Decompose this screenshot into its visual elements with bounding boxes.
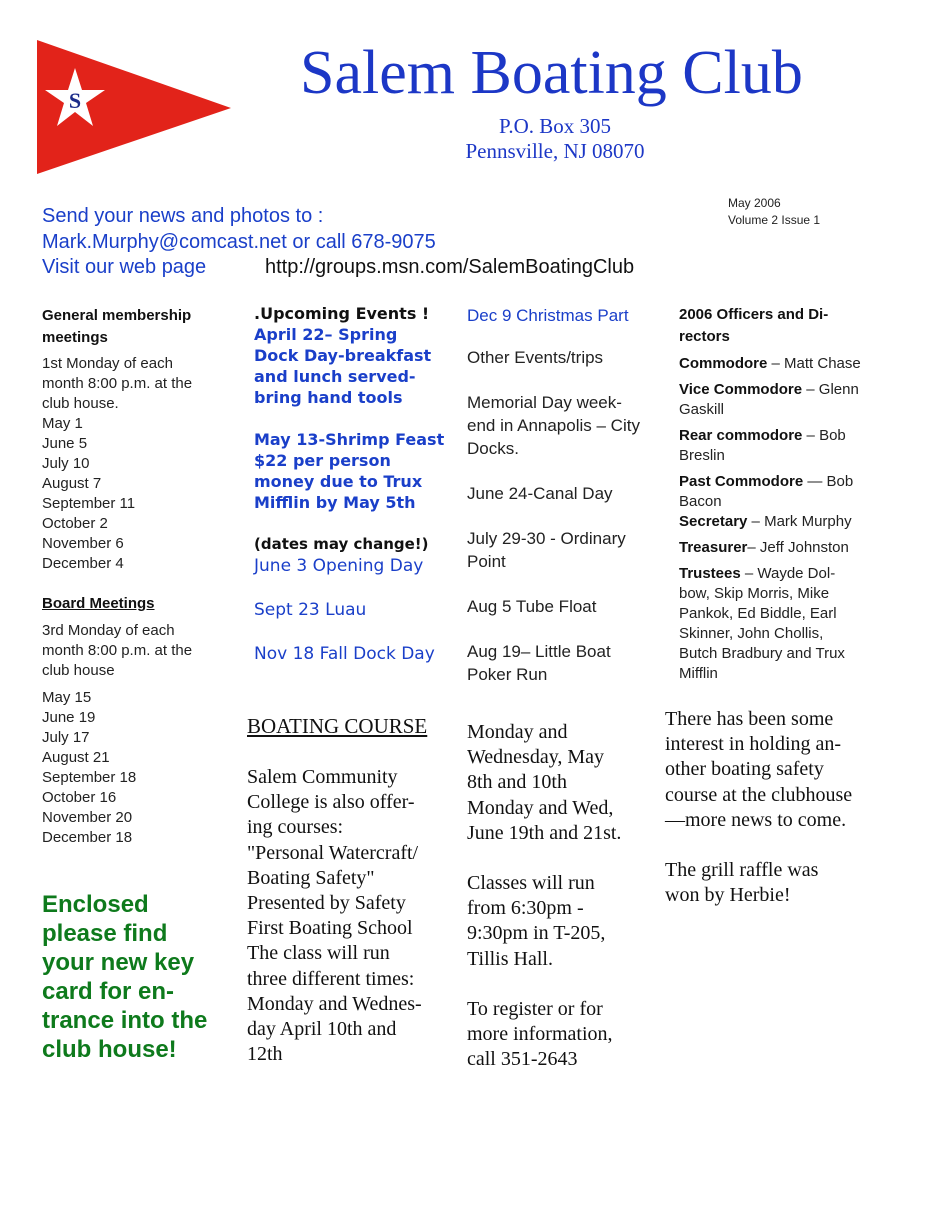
- course-line: Presented by Safety: [247, 892, 406, 915]
- officer-name: Skinner, John Chollis,: [679, 625, 824, 642]
- officer-role: Treasurer: [679, 539, 748, 556]
- board-text-line: 3rd Monday of each: [42, 622, 175, 639]
- news-line: other boating safety: [665, 758, 824, 781]
- officer-past-commodore: [679, 472, 879, 512]
- event-line: bring hand tools: [254, 388, 403, 407]
- event-line: $22 per person: [254, 451, 391, 470]
- course-line: ing courses:: [247, 816, 344, 839]
- officer-role: Commodore: [679, 355, 768, 372]
- course-line: call 351-2643: [467, 1048, 578, 1071]
- officer-name: Gaskill: [679, 401, 725, 418]
- board-date: June 19: [42, 709, 96, 726]
- officer-name: Breslin: [679, 447, 725, 464]
- officer-name: Mark Murphy: [764, 513, 852, 530]
- notice-line: card for en-: [42, 978, 175, 1005]
- board-date: July 17: [42, 729, 90, 746]
- event-spring-dock-day: [254, 324, 454, 408]
- course-line: day April 10th and: [247, 1018, 397, 1041]
- contact-line: Send your news and photos to :: [42, 205, 324, 227]
- officer-sep: —: [803, 473, 827, 490]
- event-fall-dock-day: Nov 18 Fall Dock Day: [254, 644, 435, 664]
- web-page-link[interactable]: http://groups.msn.com/SalemBoatingClub: [265, 256, 635, 278]
- event-line: Mifflin by May 5th: [254, 493, 416, 512]
- event-line: money due to Trux: [254, 472, 423, 491]
- contact-block: [42, 204, 635, 281]
- board-date: August 21: [42, 749, 110, 766]
- newsletter-title: Salem Boating Club: [300, 39, 803, 107]
- officer-sep: –: [740, 565, 758, 582]
- board-date: November 20: [42, 809, 133, 826]
- meeting-date: May 1: [42, 415, 83, 432]
- club-news: [665, 707, 885, 908]
- meeting-date: July 10: [42, 455, 90, 472]
- events-heading: .Upcoming Events !: [254, 304, 430, 323]
- officer-vice-commodore: [679, 380, 879, 420]
- course-line: To register or for: [467, 997, 603, 1020]
- meeting-date: June 5: [42, 435, 88, 452]
- issue-volume: Volume 2 Issue 1: [728, 213, 821, 227]
- board-meetings-list: [42, 688, 136, 848]
- officer-role: Trustees: [679, 565, 741, 582]
- news-line: interest in holding an-: [665, 733, 842, 756]
- officer-commodore: [679, 354, 879, 374]
- course-line: Tillis Hall.: [467, 947, 553, 970]
- course-line: Salem Community: [247, 766, 398, 788]
- board-meetings-heading: Board Meetings: [42, 595, 155, 612]
- officer-rear-commodore: [679, 426, 879, 466]
- logo-letter: S: [68, 88, 82, 113]
- upcoming-events: [254, 303, 454, 666]
- event-line: end in Annapolis – City: [467, 416, 640, 435]
- officer-name: Pankok, Ed Biddle, Earl: [679, 605, 837, 622]
- board-meetings-text: [42, 621, 192, 681]
- course-line: 9:30pm in T-205,: [467, 922, 606, 945]
- board-date: September 18: [42, 769, 137, 786]
- general-meetings-text: month 8:00 p.m. at the: [42, 375, 193, 392]
- general-meetings-text: 1st Monday of each: [42, 355, 173, 372]
- officer-sep: –: [747, 513, 765, 530]
- heading-line: rectors: [679, 328, 730, 345]
- boating-course-heading: BOATING COURSE: [247, 714, 428, 738]
- course-line: Monday and Wednes-: [247, 992, 422, 1015]
- event-tube-float: Aug 5 Tube Float: [467, 597, 597, 616]
- officer-secretary: [679, 512, 879, 532]
- event-memorial-day: [467, 391, 667, 460]
- officers-list: [679, 304, 879, 684]
- event-luau: Sept 23 Luau: [254, 600, 367, 620]
- officer-name: Bob: [819, 427, 846, 444]
- news-line: The grill raffle was: [665, 859, 819, 882]
- course-line: 12th: [247, 1043, 283, 1066]
- officer-role: Secretary: [679, 513, 748, 530]
- heading-line: 2006 Officers and Di-: [679, 306, 829, 323]
- course-line: from 6:30pm -: [467, 897, 584, 920]
- board-text-line: club house: [42, 662, 115, 679]
- course-line: "Personal Watercraft/: [247, 841, 419, 864]
- event-line: Docks.: [467, 439, 519, 458]
- officers-heading: [679, 304, 879, 348]
- more-events: [467, 304, 667, 686]
- officer-role: Rear commodore: [679, 427, 803, 444]
- event-line: Memorial Day week-: [467, 393, 622, 412]
- news-line: won by Herbie!: [665, 884, 791, 907]
- contact-web-label: Visit our web page: [42, 256, 207, 278]
- event-opening-day: June 3 Opening Day: [254, 556, 424, 576]
- address-line: Pennsville, NJ 08070: [465, 139, 645, 163]
- issue-info: [728, 195, 820, 229]
- course-line: Monday and: [467, 721, 568, 743]
- contact-email[interactable]: Mark.Murphy@comcast.net or call 678-9075: [42, 230, 436, 253]
- event-line: May 13-Shrimp Feast: [254, 430, 445, 449]
- club-address: [455, 114, 655, 164]
- dates-note: (dates may change!): [254, 535, 429, 553]
- officer-name: Butch Bradbury and Trux: [679, 645, 845, 662]
- officer-name: Mifflin: [679, 665, 718, 682]
- news-line: —more news to come.: [665, 808, 847, 831]
- event-line: Dock Day-breakfast: [254, 346, 432, 365]
- event-christmas-party: Dec 9 Christmas Part: [467, 306, 629, 325]
- general-meetings-heading: General membership meetings: [42, 307, 192, 346]
- meeting-date: November 6: [42, 535, 124, 552]
- board-date: May 15: [42, 689, 92, 706]
- notice-line: please find: [42, 920, 168, 947]
- course-line: The class will run: [247, 942, 390, 965]
- course-line: Classes will run: [467, 872, 595, 895]
- officer-name: Bob: [826, 473, 854, 490]
- officer-role: Vice Commodore: [679, 381, 803, 398]
- general-meetings-text: club house.: [42, 395, 119, 412]
- boating-course-text: [247, 765, 447, 1067]
- notice-line: trance into the: [42, 1007, 208, 1034]
- course-line: June 19th and 21st.: [467, 821, 622, 844]
- club-burgee-logo: [35, 38, 235, 176]
- event-line: Point: [467, 552, 506, 571]
- event-line: and lunch served-: [254, 367, 416, 386]
- officer-trustees: [679, 564, 879, 684]
- event-line: Aug 19– Little Boat: [467, 642, 611, 661]
- course-line: Monday and Wed,: [467, 796, 614, 819]
- board-date: December 18: [42, 829, 133, 846]
- meeting-date: September 11: [42, 495, 136, 512]
- officer-name: Glenn: [818, 381, 859, 398]
- event-poker-run: [467, 640, 667, 686]
- key-card-notice: [42, 890, 232, 1064]
- event-shrimp-feast: [254, 429, 454, 513]
- officer-name: Matt Chase: [784, 355, 861, 372]
- officer-role: Past Commodore: [679, 473, 804, 490]
- course-line: more information,: [467, 1023, 613, 1046]
- course-line: 8th and 10th: [467, 771, 567, 794]
- officer-sep: –: [802, 427, 820, 444]
- news-line: There has been some: [665, 708, 834, 730]
- officer-name: Wayde Dol-: [757, 565, 836, 582]
- officer-sep: –: [747, 539, 760, 556]
- course-line: First Boating School: [247, 917, 413, 940]
- address-line: P.O. Box 305: [498, 114, 612, 138]
- event-line: Poker Run: [467, 665, 548, 684]
- officer-name: bow, Skip Morris, Mike: [679, 585, 830, 602]
- notice-line: Enclosed: [42, 891, 149, 918]
- notice-line: club house!: [42, 1036, 177, 1063]
- other-events-heading: Other Events/trips: [467, 348, 604, 367]
- meeting-date: October 2: [42, 515, 108, 532]
- event-ordinary-point: [467, 527, 667, 573]
- notice-line: your new key: [42, 949, 195, 976]
- news-line: course at the clubhouse: [665, 783, 853, 806]
- issue-date: May 2006: [728, 196, 781, 210]
- course-schedule: [467, 720, 657, 1072]
- event-line: April 22– Spring: [254, 325, 398, 344]
- board-date: October 16: [42, 789, 117, 806]
- course-line: Boating Safety": [247, 866, 375, 889]
- officer-name: Bacon: [679, 493, 722, 510]
- officer-treasurer: [679, 538, 879, 558]
- course-line: College is also offer-: [247, 791, 415, 814]
- course-line: Wednesday, May: [467, 746, 605, 769]
- event-line: July 29-30 - Ordinary: [467, 529, 626, 548]
- meeting-date: December 4: [42, 555, 124, 572]
- course-line: three different times:: [247, 967, 415, 990]
- officer-sep: –: [802, 381, 819, 398]
- board-text-line: month 8:00 p.m. at the: [42, 642, 193, 659]
- meeting-date: August 7: [42, 475, 102, 492]
- officer-name: Jeff Johnston: [759, 539, 849, 556]
- officer-sep: –: [767, 355, 785, 372]
- event-canal-day: June 24-Canal Day: [467, 484, 613, 503]
- general-meetings-list: [42, 354, 192, 574]
